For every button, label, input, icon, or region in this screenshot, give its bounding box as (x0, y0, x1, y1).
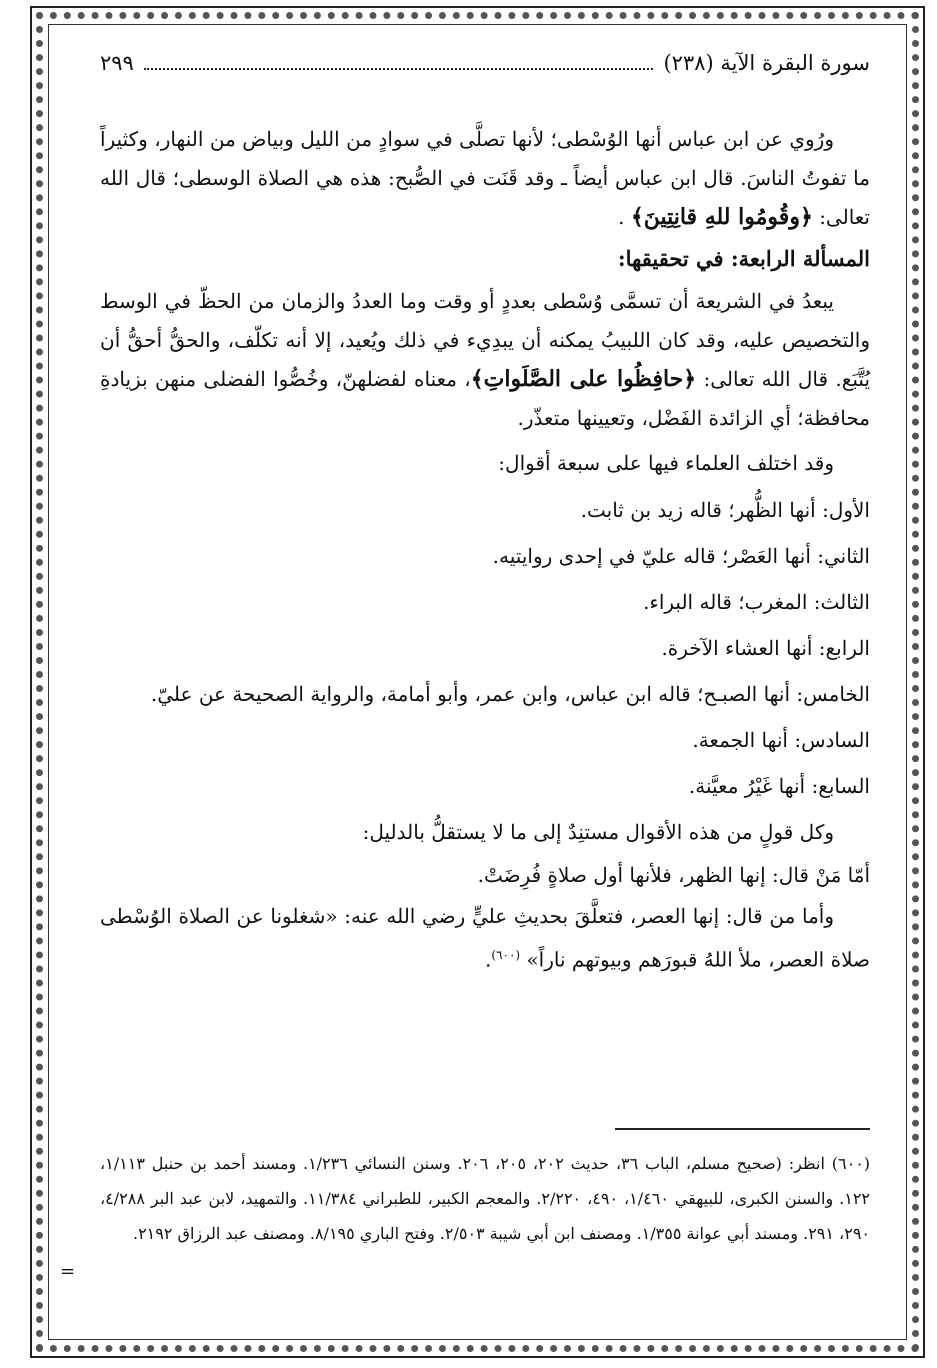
footnotes (60, 1146, 871, 1282)
paragraph: وقد اختلف العلماء فيها على سبعة أقوال: (498, 451, 834, 475)
sura-reference: سورة البقرة الآية (٢٣٨) (663, 51, 870, 75)
sayings-list (100, 489, 870, 808)
list-item: السادس: أنها الجمعة. (692, 728, 870, 752)
page-number: ٢٩٩ (100, 51, 134, 75)
list-item: الرابع: أنها العشاء الآخرة. (661, 636, 870, 660)
quran-verse: ﴿وقُومُوا للهِ قانِتِينَ﴾ (630, 204, 813, 230)
header-leader-dots (144, 48, 654, 70)
footnote-text: انظر: (صحيح مسلم، الباب ٣٦، حديث ٢٠٢، ٢٠٥، ٢٠٦. وسنن النسائي ١/٢٣٦. ومسند أحمد بن حنبل ١/١١٣، ١٢٢. والسنن الكبرى، للبيهقي ١/٤٦٠، ٤٩٠، ٢/٢٢٠. والمعجم الكبير، للطبراني ١١/٣٨٤. والتمهيد، لابن عبد البر ٤/٢٨٨، ٢٩٠، ٢٩١. ومسند أبي عوانة ١/٣٥٥. ومصنف ابن أبي شيبة ٢/٥٠٣. وفتح الباري ٨/١٩٥. ومصنف عبد الرزاق ٢١٩٢. (100, 1154, 871, 1243)
list-item: الخامس: أنها الصبـح؛ قاله ابن عباس، وابن عمر، وأبو أمامة، والرواية الصحيحة عن عليّ. (150, 682, 870, 706)
footnote-reference: (٦٠٠) (491, 948, 521, 962)
section-heading: المسألة الرابعة: في تحقيقها: (617, 246, 870, 271)
footnote-number: (٦٠٠) (831, 1154, 871, 1173)
list-item: الثاني: أنها العَصْر؛ قاله عليّ في إحدى روايتيه. (492, 544, 870, 568)
paragraph: ورُوي عن ابن عباس أنها الوُسْطى؛ لأنها تصلَّى في سوادٍ من الليل وبياض من النهار، وكثيراً ما تفوتُ الناسَ. قال ابن عباس أيضاً ـ وقد قَنَت في الصُّبح: هذه هي الصلاة الوسطى؛ قال الله تعالى: ﴿وقُومُوا للهِ قانِتِينَ﴾ . (100, 127, 870, 230)
paragraph: أمّا مَنْ قال: إنها الظهر، فلأنها أول صلاةٍ فُرِضَتْ. (477, 863, 870, 887)
continuation-mark: = (60, 1261, 76, 1282)
footnote-separator (615, 1128, 870, 1130)
running-header (100, 46, 870, 80)
list-item: السابع: أنها غَيْرُ معيَّنة. (688, 774, 870, 798)
paragraph: وأما من قال: إنها العصر، فتعلَّقَ بحديثِ عليٍّ رضي الله عنه: «شغلونا عن الصلاة الوُسْطى صلاة العصر، ملأ اللهُ قبورَهم وبيوتهم ناراً» $^{(٦٠٠)}$. (100, 904, 870, 972)
list-item: الأول: أنها الظُّهر؛ قاله زيد بن ثابت. (580, 498, 870, 522)
book-page (60, 46, 871, 1336)
paragraph: يبعدُ في الشريعة أن تسمَّى وُسْطى بعددٍ أو وقت وما العددُ والزمان من الحظّ في الوسط والتخصيص عليه، وقد كان اللبيبُ يمكنه أن يبدِيء في ذلك ويُعيد، إلا أنه تكلّف، والحقُّ أحقُّ أن يُتَّبَع. قال الله تعالى: ﴿حافِظُوا على الصَّلَواتِ﴾، معناه لفضلهنّ، وخُصُّوا الفضلى منهن بزيادةِ محافظة؛ أي الزائدة الفَضْل، وتعيينها متعذّر. (100, 289, 871, 430)
main-text (100, 120, 870, 980)
paragraph: وكل قولٍ من هذه الأقوال مستنِدٌ إلى ما لا يستقلُّ بالدليل: (362, 820, 834, 844)
quran-verse: ﴿حافِظُوا على الصَّلَواتِ﴾ (470, 366, 697, 392)
list-item: الثالث: المغرب؛ قاله البراء. (643, 590, 870, 614)
